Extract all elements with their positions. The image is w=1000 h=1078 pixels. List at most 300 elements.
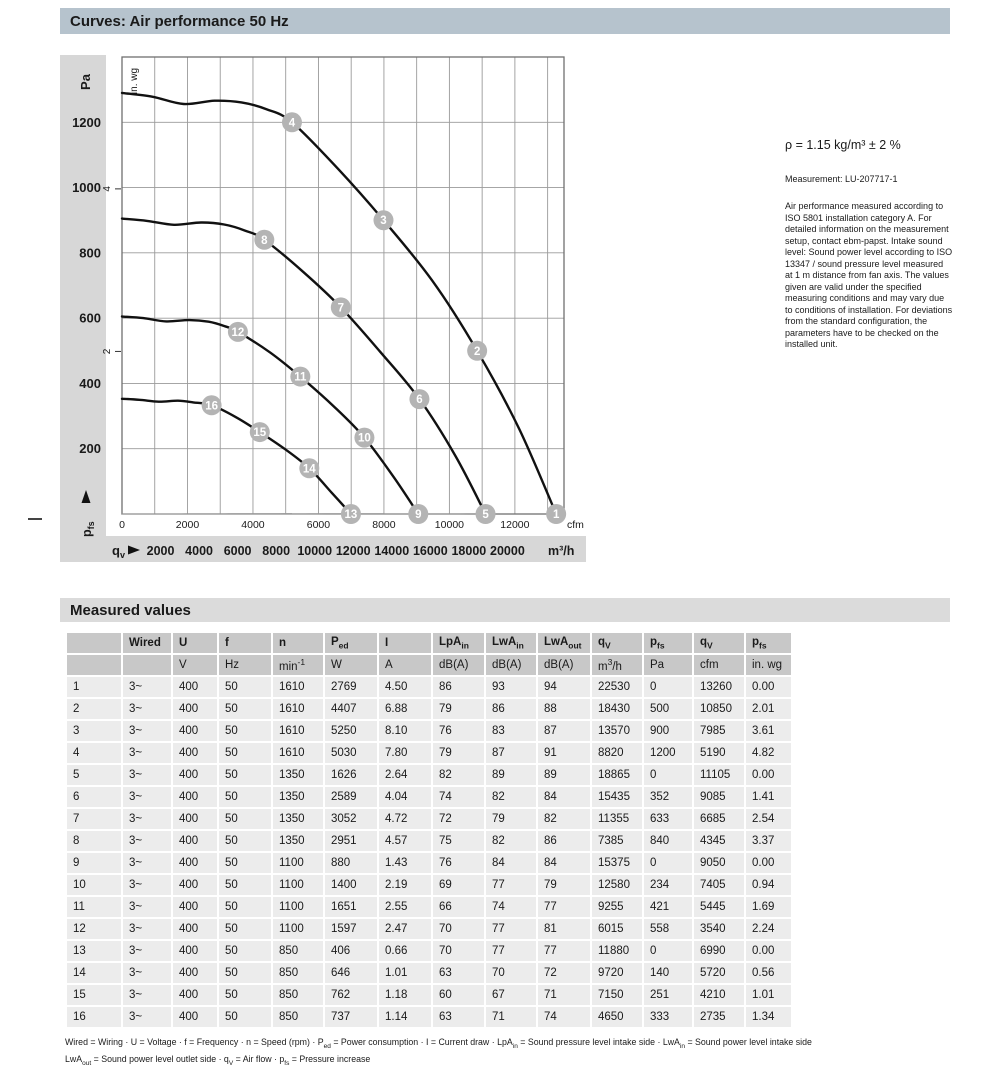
header-cell: LpA$_{in}$ (432, 632, 485, 654)
table-cell: 0 (643, 764, 693, 786)
table-cell: 70 (485, 962, 537, 984)
header-cell: $m^3/h$ (591, 654, 643, 676)
pfs-axis-label: $p_{fs}$ (80, 521, 96, 537)
table-footnote (65, 1036, 950, 1071)
table-cell: 7150 (591, 984, 643, 1006)
pa-tick-label: 800 (79, 245, 101, 261)
table-cell: 762 (324, 984, 378, 1006)
table-cell: 1.43 (378, 852, 432, 874)
table-cell: 82 (432, 764, 485, 786)
table-cell: 400 (172, 962, 218, 984)
table-cell: 1100 (272, 852, 324, 874)
table-cell: 1.69 (745, 896, 792, 918)
header-cell (66, 654, 122, 676)
table-cell: 7.80 (378, 742, 432, 764)
operating-point-number: 3 (380, 215, 387, 228)
table-cell: 3~ (122, 1006, 172, 1028)
table-cell: 0.00 (745, 764, 792, 786)
m3h-unit-label: m³/h (548, 544, 575, 558)
table-row (66, 676, 792, 698)
m3h-tick-label: 18000 (451, 544, 487, 558)
header-cell: n (272, 632, 324, 654)
operating-point-number: 7 (337, 302, 345, 315)
table-cell: 400 (172, 984, 218, 1006)
table-cell: 400 (172, 676, 218, 698)
table-cell: 400 (172, 852, 218, 874)
m3h-tick-label: 2000 (146, 544, 175, 558)
header-cell: W (324, 654, 378, 676)
table-cell: 4650 (591, 1006, 643, 1028)
table-cell: 79 (432, 742, 485, 764)
table-cell: 11880 (591, 940, 643, 962)
inwg-tick-label: 2 (102, 348, 113, 355)
header-cell: $p_{fs}$ (643, 632, 693, 654)
table-cell: 333 (643, 1006, 693, 1028)
table-cell: 4.82 (745, 742, 792, 764)
table-cell: 50 (218, 940, 272, 962)
header-cell: $P_{ed}$ (324, 632, 378, 654)
table-cell: 83 (485, 720, 537, 742)
table-row (66, 1006, 792, 1028)
table-cell: 3~ (122, 940, 172, 962)
pa-tick-label: 1200 (72, 114, 101, 130)
header-cell: dB(A) (537, 654, 591, 676)
operating-point-number: 8 (261, 234, 268, 247)
table-cell: 86 (432, 676, 485, 698)
table-cell: 10850 (693, 698, 745, 720)
header-cell: LwA$_{out}$ (537, 632, 591, 654)
table-cell: 3~ (122, 962, 172, 984)
table-row (66, 830, 792, 852)
table-row (66, 852, 792, 874)
table-cell: 0 (643, 676, 693, 698)
table-cell: 5720 (693, 962, 745, 984)
header-cell (66, 632, 122, 654)
table-cell: 400 (172, 830, 218, 852)
table-cell: 3~ (122, 786, 172, 808)
table-cell: 74 (432, 786, 485, 808)
table-cell: 4.72 (378, 808, 432, 830)
pa-tick-label: 1000 (72, 180, 101, 196)
table-cell: 81 (537, 918, 591, 940)
table-cell: 3~ (122, 918, 172, 940)
table-cell: 6.88 (378, 698, 432, 720)
table-cell: 75 (432, 830, 485, 852)
table-cell: 251 (643, 984, 693, 1006)
table-cell: 50 (218, 698, 272, 720)
table-cell: 1.01 (745, 984, 792, 1006)
table-cell: 88 (537, 698, 591, 720)
table-cell: 3~ (122, 874, 172, 896)
table-cell: 11105 (693, 764, 745, 786)
table-cell: 737 (324, 1006, 378, 1028)
table-cell: 50 (218, 676, 272, 698)
table-cell: 8 (66, 830, 122, 852)
table-cell: 13260 (693, 676, 745, 698)
table-cell: 50 (218, 852, 272, 874)
table-row (66, 940, 792, 962)
table-cell: 9085 (693, 786, 745, 808)
table-cell: 850 (272, 940, 324, 962)
operating-point-number: 15 (253, 427, 267, 440)
operating-point-number: 11 (294, 371, 307, 384)
table-cell: 1100 (272, 918, 324, 940)
table-cell: 0.00 (745, 852, 792, 874)
operating-point-number: 9 (415, 509, 422, 521)
table-cell: 1100 (272, 896, 324, 918)
header-cell: dB(A) (432, 654, 485, 676)
table-cell: 2769 (324, 676, 378, 698)
measurement-description: Air performance measured according to ISO 5801 installation category A. For detailed information on the measurement setup, contact ebm-papst. Intake sound level: Sound power level according to ISO 13347 / sound pressure level measured at 1 m distance from fan axis. The values given are valid under the specified measuring conditions and may vary due to conditions of installation. For deviations from the standard configuration, the parameters have to be checked on the installed unit. (785, 201, 953, 349)
table-cell: 5250 (324, 720, 378, 742)
table-row (66, 962, 792, 984)
table-cell: 10 (66, 874, 122, 896)
table-cell: 70 (432, 940, 485, 962)
table-cell: 3.37 (745, 830, 792, 852)
table-cell: 7405 (693, 874, 745, 896)
header-cell: f (218, 632, 272, 654)
table-cell: 3540 (693, 918, 745, 940)
table-cell: 1.41 (745, 786, 792, 808)
table-cell: 633 (643, 808, 693, 830)
table-cell: 0 (643, 852, 693, 874)
header-cell: Hz (218, 654, 272, 676)
table-cell: 0.66 (378, 940, 432, 962)
table-cell: 79 (537, 874, 591, 896)
table-cell: 84 (485, 852, 537, 874)
measured-values-header (60, 598, 950, 622)
table-cell: 646 (324, 962, 378, 984)
table-cell: 63 (432, 962, 485, 984)
m3h-tick-label: 12000 (335, 544, 371, 558)
table-cell: 69 (432, 874, 485, 896)
header-cell: Wired (122, 632, 172, 654)
table-cell: 9720 (591, 962, 643, 984)
table-cell: 1610 (272, 720, 324, 742)
table-row (66, 698, 792, 720)
table-cell: 18865 (591, 764, 643, 786)
operating-point-number: 14 (302, 463, 316, 476)
footnote-line: LwA$_{out}$ = Sound power level outlet side · $q_V$ = Air flow · $p_{fs}$ = Pressure increase (65, 1054, 371, 1067)
m3h-tick-label: 4000 (185, 544, 213, 558)
table-cell: 87 (485, 742, 537, 764)
table-cell: 50 (218, 764, 272, 786)
m3h-tick-label: 20000 (490, 544, 525, 558)
table-cell: 2.47 (378, 918, 432, 940)
cfm-unit-label: cfm (567, 519, 584, 531)
air-density-note: ρ = 1.15 kg/m³ ± 2 % (785, 138, 901, 152)
table-cell: 2.01 (745, 698, 792, 720)
table-cell: 50 (218, 830, 272, 852)
table-row (66, 742, 792, 764)
table-cell: 3~ (122, 742, 172, 764)
table-cell: 400 (172, 1006, 218, 1028)
table-cell: 3~ (122, 984, 172, 1006)
operating-point-number: 2 (473, 345, 481, 358)
table-cell: 2 (66, 698, 122, 720)
table-cell: 3~ (122, 764, 172, 786)
table-cell: 66 (432, 896, 485, 918)
header-cell (122, 654, 172, 676)
table-cell: 1200 (643, 742, 693, 764)
table-cell: 558 (643, 918, 693, 940)
footnote-line: Wired = Wiring · U = Voltage · f = Frequency · n = Speed $(rpm) \cdot P_{ed}$ = Power consumption · I = Current draw · LpA$_{in}$ = Sound pressure level intake side · LwA$_{in}$ = Sound power level intake side (65, 1037, 812, 1050)
table-cell: 11355 (591, 808, 643, 830)
table-cell: 72 (537, 962, 591, 984)
table-cell: 50 (218, 984, 272, 1006)
header-cell: $p_{fs}$ (745, 632, 792, 654)
inwg-axis-label: in. wg (129, 67, 140, 95)
operating-point-number: 1 (552, 509, 560, 521)
table-cell: 2.19 (378, 874, 432, 896)
curves-section-header (60, 8, 950, 34)
table-cell: 50 (218, 808, 272, 830)
table-cell: 1626 (324, 764, 378, 786)
table-cell: 18430 (591, 698, 643, 720)
table-cell: 50 (218, 1006, 272, 1028)
table-units-row (66, 654, 792, 676)
table-cell: 9050 (693, 852, 745, 874)
operating-point-number: 12 (231, 326, 245, 339)
table-cell: 50 (218, 962, 272, 984)
table-cell: 2.54 (745, 808, 792, 830)
cfm-tick-label: 6000 (306, 519, 331, 531)
table-cell: 6685 (693, 808, 745, 830)
table-cell: 3~ (122, 676, 172, 698)
table-cell: 4345 (693, 830, 745, 852)
table-cell: 2951 (324, 830, 378, 852)
operating-point-number: 6 (416, 394, 423, 407)
table-cell: 850 (272, 984, 324, 1006)
table-cell: 63 (432, 1006, 485, 1028)
table-row (66, 918, 792, 940)
table-cell: 1610 (272, 698, 324, 720)
table-cell: 9 (66, 852, 122, 874)
table-cell: 900 (643, 720, 693, 742)
table-cell: 4.04 (378, 786, 432, 808)
table-cell: 77 (537, 896, 591, 918)
table-row (66, 874, 792, 896)
header-cell: cfm (693, 654, 745, 676)
header-cell: A (378, 654, 432, 676)
pa-tick-label: 200 (79, 441, 101, 457)
table-cell: 4210 (693, 984, 745, 1006)
header-cell: V (172, 654, 218, 676)
table-cell: 3~ (122, 808, 172, 830)
table-cell: 400 (172, 764, 218, 786)
table-cell: 84 (537, 786, 591, 808)
table-cell: 400 (172, 720, 218, 742)
table-cell: 15435 (591, 786, 643, 808)
table-cell: 140 (643, 962, 693, 984)
table-cell: 1350 (272, 830, 324, 852)
table-cell: 11 (66, 896, 122, 918)
table-cell: 60 (432, 984, 485, 1006)
table-cell: 13570 (591, 720, 643, 742)
table-cell: 4407 (324, 698, 378, 720)
operating-point-number: 13 (344, 509, 358, 521)
table-row (66, 984, 792, 1006)
table-cell: 2735 (693, 1006, 745, 1028)
air-performance-chart (60, 48, 600, 570)
curves-section-title: Curves: Air performance 50 Hz (70, 12, 289, 30)
table-cell: 1400 (324, 874, 378, 896)
table-cell: 500 (643, 698, 693, 720)
header-cell: U (172, 632, 218, 654)
table-row (66, 896, 792, 918)
m3h-tick-label: 10000 (297, 544, 333, 558)
table-cell: 72 (432, 808, 485, 830)
cfm-tick-label: 8000 (372, 519, 396, 531)
table-cell: 2.55 (378, 896, 432, 918)
table-cell: 77 (485, 940, 537, 962)
inwg-tick-label: 4 (102, 186, 113, 192)
table-cell: 3~ (122, 720, 172, 742)
table-header-row (66, 632, 792, 654)
table-cell: 1.18 (378, 984, 432, 1006)
table-cell: 3~ (122, 896, 172, 918)
m3h-tick-label: 14000 (374, 544, 410, 558)
table-cell: 840 (643, 830, 693, 852)
table-cell: 16 (66, 1006, 122, 1028)
table-cell: 50 (218, 786, 272, 808)
table-cell: 2.64 (378, 764, 432, 786)
table-cell: 1651 (324, 896, 378, 918)
table-cell: 3~ (122, 852, 172, 874)
table-cell: 5030 (324, 742, 378, 764)
table-cell: 50 (218, 742, 272, 764)
header-cell: $q_V$ (693, 632, 745, 654)
table-cell: 77 (485, 874, 537, 896)
table-cell: 1 (66, 676, 122, 698)
table-cell: 4.50 (378, 676, 432, 698)
plot-area (122, 57, 564, 514)
chart-side-note (785, 138, 953, 351)
table-cell: 12 (66, 918, 122, 940)
table-cell: 70 (432, 918, 485, 940)
table-cell: 12580 (591, 874, 643, 896)
operating-point-number: 10 (358, 432, 371, 445)
table-cell: 50 (218, 874, 272, 896)
operating-point-number: 5 (482, 509, 489, 521)
table-cell: 0 (643, 940, 693, 962)
table-cell: 421 (643, 896, 693, 918)
table-cell: 22530 (591, 676, 643, 698)
table-cell: 850 (272, 1006, 324, 1028)
header-cell: LwA$_{in}$ (485, 632, 537, 654)
table-cell: 50 (218, 918, 272, 940)
table-cell: 880 (324, 852, 378, 874)
table-cell: 4.57 (378, 830, 432, 852)
m3h-tick-label: 16000 (412, 544, 448, 558)
header-cell: $\min^{-1}$ (272, 654, 324, 676)
pa-axis-label: Pa (78, 74, 93, 90)
table-cell: 74 (537, 1006, 591, 1028)
header-cell: Pa (643, 654, 693, 676)
table-row (66, 720, 792, 742)
m3h-tick-label: 6000 (223, 544, 252, 558)
table-row (66, 764, 792, 786)
table-cell: 86 (485, 698, 537, 720)
table-cell: 0.94 (745, 874, 792, 896)
table-cell: 6990 (693, 940, 745, 962)
table-cell: 71 (537, 984, 591, 1006)
cfm-tick-label: 12000 (500, 519, 530, 531)
table-cell: 50 (218, 896, 272, 918)
table-cell: 3~ (122, 830, 172, 852)
table-cell: 400 (172, 896, 218, 918)
table-cell: 6015 (591, 918, 643, 940)
table-cell: 77 (537, 940, 591, 962)
m3h-tick-label: 8000 (262, 544, 291, 558)
table-cell: 400 (172, 786, 218, 808)
table-row (66, 808, 792, 830)
header-cell: dB(A) (485, 654, 537, 676)
table-cell: 14 (66, 962, 122, 984)
table-cell: 50 (218, 720, 272, 742)
table-cell: 13 (66, 940, 122, 962)
header-cell: $q_V$ (591, 632, 643, 654)
table-cell: 89 (537, 764, 591, 786)
table-cell: 400 (172, 698, 218, 720)
table-cell: 6 (66, 786, 122, 808)
measurement-reference: Measurement: LU-207717-1 (785, 174, 898, 184)
header-cell: I (378, 632, 432, 654)
table-cell: 2.24 (745, 918, 792, 940)
table-cell: 352 (643, 786, 693, 808)
table-cell: 0.56 (745, 962, 792, 984)
table-cell: 93 (485, 676, 537, 698)
table-cell: 234 (643, 874, 693, 896)
page-margin-mark (28, 518, 42, 520)
table-cell: 400 (172, 808, 218, 830)
table-cell: 1.14 (378, 1006, 432, 1028)
cfm-tick-label: 10000 (434, 519, 465, 531)
table-cell: 5 (66, 764, 122, 786)
table-cell: 400 (172, 742, 218, 764)
table-cell: 77 (485, 918, 537, 940)
table-cell: 3~ (122, 698, 172, 720)
table-cell: 7385 (591, 830, 643, 852)
table-cell: 84 (537, 852, 591, 874)
cfm-tick-label: 0 (119, 519, 125, 531)
table-cell: 5190 (693, 742, 745, 764)
table-cell: 15 (66, 984, 122, 1006)
table-cell: 400 (172, 874, 218, 896)
table-cell: 82 (485, 786, 537, 808)
table-cell: 76 (432, 852, 485, 874)
table-cell: 406 (324, 940, 378, 962)
table-cell: 2589 (324, 786, 378, 808)
y-axis-band (60, 55, 106, 562)
table-cell: 1610 (272, 742, 324, 764)
table-cell: 87 (537, 720, 591, 742)
table-cell: 3052 (324, 808, 378, 830)
table-cell: 76 (432, 720, 485, 742)
table-cell: 71 (485, 1006, 537, 1028)
measured-values-title: Measured values (70, 601, 191, 619)
operating-point-number: 4 (288, 117, 296, 130)
table-row (66, 786, 792, 808)
table-cell: 79 (432, 698, 485, 720)
table-cell: 400 (172, 918, 218, 940)
table-cell: 0.00 (745, 940, 792, 962)
table-cell: 0.00 (745, 676, 792, 698)
header-cell: in. wg (745, 654, 792, 676)
table-cell: 82 (537, 808, 591, 830)
table-cell: 1610 (272, 676, 324, 698)
table-cell: 67 (485, 984, 537, 1006)
